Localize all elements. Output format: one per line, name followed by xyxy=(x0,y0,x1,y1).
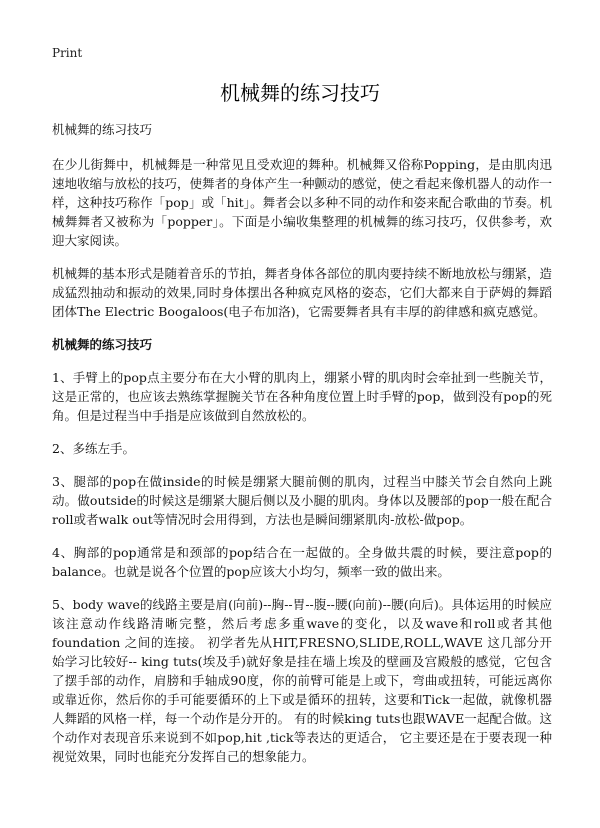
intro-paragraph: 在少儿街舞中，机械舞是一种常见且受欢迎的舞种。机械舞又俗称Popping，是由肌肉迅速地收缩与放松的技巧，使舞者的身体产生一种颤动的感觉，使之看起来像机器人的动作一样，这种技巧称作「pop」或「hit」。舞者会以多种不同的动作和姿来配合歌曲的节奏。机械舞舞者又被称为「popper」。下面是小编收集整理的机械舞的练习技巧，仅供参考，欢迎大家阅读。 xyxy=(52,157,553,248)
tip-paragraph: 1、手臂上的pop点主要分布在大小臂的肌肉上，绷紧小臂的肌肉时会牵扯到一些腕关节，这是正常的，也应该去熟练掌握腕关节在各种角度位置上时手臂的pop，做到没有pop的死角。但是过程当中手指是应该做到自然放松的。 xyxy=(52,370,552,423)
article-body xyxy=(52,120,552,780)
print-link[interactable]: Print xyxy=(52,46,83,60)
article-subtitle: 机械舞的练习技巧 xyxy=(52,122,153,137)
tip-paragraph: 3、腿部的pop在做inside的时候是绷紧大腿前侧的肌肉，过程当中膝关节会自然向上跳动。做outside的时候这是绷紧大腿后侧以及小腿的肌肉。身体以及腰部的pop一般在配合roll或者walk out等情况时会用得到，方法也是瞬间绷紧肌肉-放松-做pop。 xyxy=(52,474,552,527)
tip-paragraph: 5、body wave的线路主要是肩(向前)--胸--胃--腹--腰(向前)--腰(向后)。具体运用的时候应该注意动作线路清晰完整，然后考虑多重wave的变化，以及wave和roll或者其他foundation 之间的连接。 初学者先从HIT,FRESNO,SLIDE,ROLL,WAVE 这几部分开始学习比较好-- king tuts(埃及手)就好象是挂在墙上埃及的壁画及宫殿般的感觉，它包含了摆手部的动作，肩膀和手轴成90度，你的前臂可能是上或下，弯曲或扭转，可能远离你或靠近你，然后你的手可能要循环的上下或是循环的扭转，这要和Tick一起做，就像机器人舞蹈的风格一样，每一个动作是分开的。 有的时候king tuts也跟WAVE一起配合做。这个动作对表现音乐来说到不如pop,hit ,tick等表达的更适合， 它主要还是在于要表现一种视觉效果，同时也能充分发挥自己的想象能力。 xyxy=(52,597,552,764)
intro-paragraph: 机械舞的基本形式是随着音乐的节拍，舞者身体各部位的肌肉要持续不断地放松与绷紧，造成猛烈抽动和振动的效果,同时身体摆出各种疯克风格的姿态，它们大都来自于萨姆的舞蹈团体The Electric Boogaloos(电子布加洛)，它需要舞者具有丰厚的韵律感和疯克感觉。 xyxy=(52,266,553,319)
page-title: 机械舞的练习技巧 xyxy=(220,81,380,105)
section-heading: 机械舞的练习技巧 xyxy=(52,337,153,352)
tip-paragraph: 2、多练左手。 xyxy=(52,441,135,456)
tip-paragraph: 4、胸部的pop通常是和颈部的pop结合在一起做的。全身做共震的时候，要注意pop的balance。也就是说各个位置的pop应该大小均匀，频率一致的做出来。 xyxy=(52,545,552,579)
